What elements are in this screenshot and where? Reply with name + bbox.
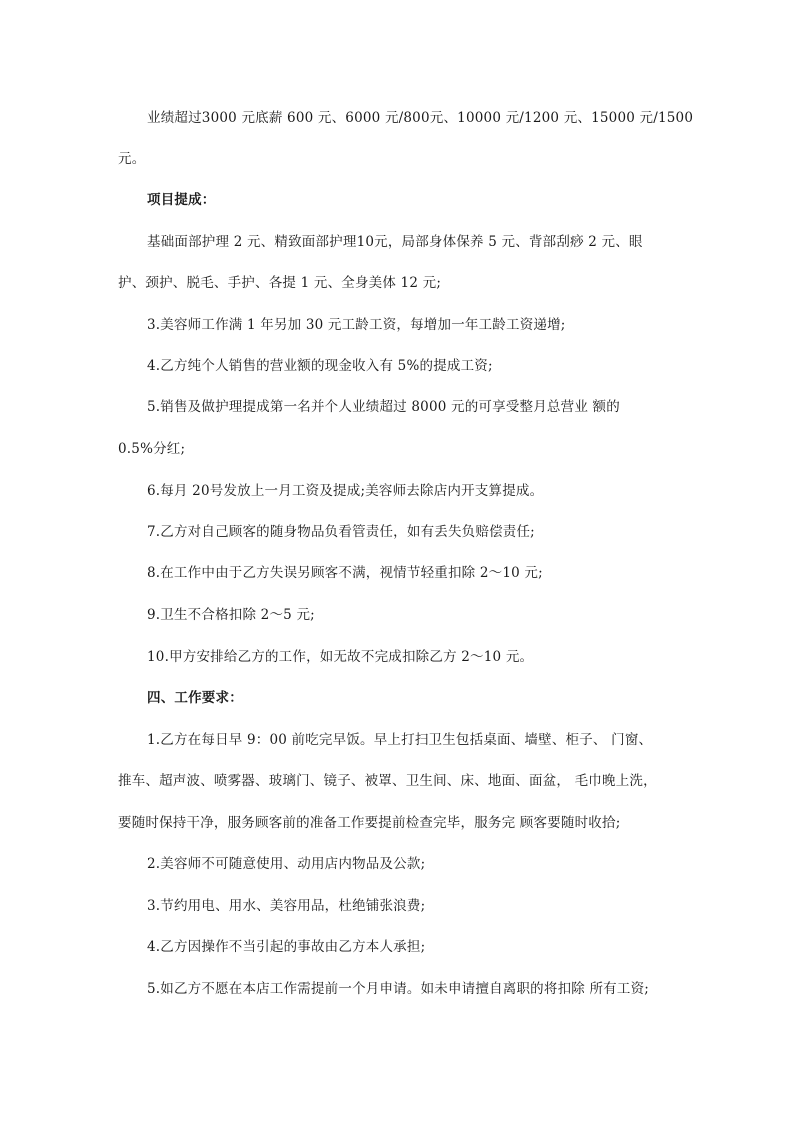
- requirement-5: 5.如乙方不愿在本店工作需提前一个月申请。如未申请擅自离职的将扣除 所有工资;: [147, 981, 650, 997]
- clause-7: 7.乙方对自己顾客的随身物品负看管责任，如有丢失负赔偿责任;: [147, 524, 535, 540]
- clause-3: 3.美容师工作满 1 年另加 30 元工龄工资，每增加一年工龄工资递增;: [147, 317, 566, 333]
- clause-6: 6.每月 20号发放上一月工资及提成;美容师去除店内开支算提成。: [147, 483, 544, 499]
- clause-5-line-1: 5.销售及做护理提成第一名并个人业绩超过 8000 元的可享受整月总营业 额的: [147, 399, 620, 415]
- clause-5-line-2: 0.5%分红;: [118, 441, 186, 457]
- clause-4: 4.乙方纯个人销售的营业额的现金收入有 5%的提成工资;: [147, 358, 493, 374]
- requirement-4: 4.乙方因操作不当引起的事故由乙方本人承担;: [147, 939, 426, 955]
- clause-8: 8.在工作中由于乙方失误另顾客不满，视情节轻重扣除 2～10 元;: [147, 565, 543, 581]
- work-requirements-heading: 四、工作要求：: [147, 690, 243, 706]
- clause-9: 9.卫生不合格扣除 2～5 元;: [147, 607, 315, 623]
- salary-tier-line-2: 元。: [118, 151, 146, 167]
- salary-tier-line-1: 业绩超过3000 元底薪 600 元、6000 元/800元、10000 元/1200 元、15000 元/1500: [147, 110, 694, 126]
- requirement-1-line-3: 要随时保持干净，服务顾客前的准备工作要提前检查完毕，服务完 顾客要随时收拾;: [118, 815, 621, 831]
- project-commission-heading: 项目提成：: [147, 192, 216, 208]
- project-commission-line-2: 护、颈护、脱毛、手护、各提 1 元、全身美体 12 元;: [118, 275, 442, 291]
- requirement-3: 3.节约用电、用水、美容用品，杜绝铺张浪费;: [147, 898, 426, 914]
- clause-10: 10.甲方安排给乙方的工作，如无故不完成扣除乙方 2～10 元。: [147, 649, 534, 665]
- requirement-2: 2.美容师不可随意使用、动用店内物品及公款;: [147, 856, 426, 872]
- requirement-1-line-1: 1.乙方在每日早 9：00 前吃完早饭。早上打扫卫生包括桌面、墙壁、柜子、 门窗、: [147, 732, 653, 748]
- requirement-1-line-2: 推车、超声波、喷雾器、玻璃门、镜子、被罩、卫生间、床、地面、面盆， 毛巾晚上洗，: [118, 773, 657, 789]
- project-commission-line-1: 基础面部护理 2 元、精致面部护理10元，局部身体保养 5 元、背部刮痧 2 元、眼: [147, 234, 643, 250]
